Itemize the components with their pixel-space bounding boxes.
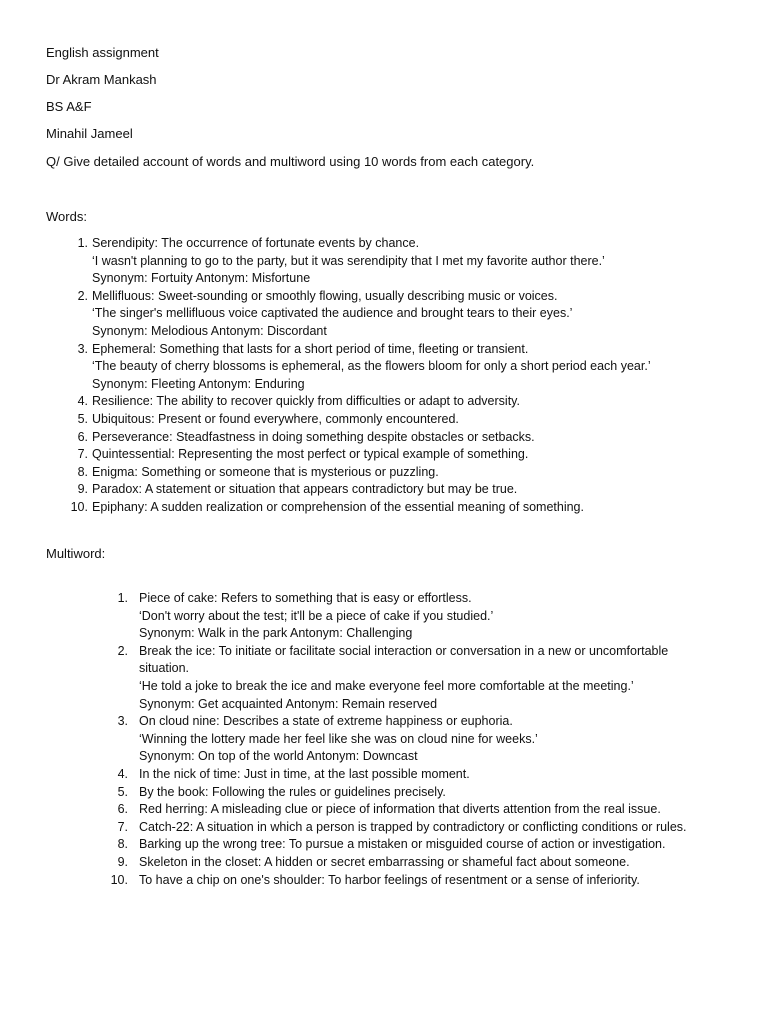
list-item-line: ‘The singer's mellifluous voice captivated the audience and brought tears to their eyes.’ [92, 306, 573, 321]
assignment-title: English assignment [46, 45, 159, 60]
list-item-line: Red herring: A misleading clue or piece of information that diverts attention from the real issue. [139, 802, 661, 817]
multiword-item [104, 854, 687, 872]
list-item-line: By the book: Following the rules or guidelines precisely. [139, 784, 446, 799]
list-item-body [139, 819, 687, 837]
word-item [64, 235, 651, 288]
list-item-line: On cloud nine: Describes a state of extreme happiness or euphoria. [139, 714, 513, 729]
list-number: 4. [117, 766, 128, 781]
question-text: Q/ Give detailed account of words and multiword using 10 words from each category. [46, 154, 535, 169]
word-item [64, 411, 651, 429]
list-number: 3. [77, 341, 88, 356]
word-item [64, 481, 651, 499]
list-number: 10. [110, 872, 128, 887]
multiword-item [104, 836, 687, 854]
word-item [64, 499, 651, 517]
list-item-body [92, 235, 651, 288]
list-item-line: Synonym: Fortuity Antonym: Misfortune [92, 271, 311, 286]
list-number: 7. [117, 819, 128, 834]
word-item [64, 429, 651, 447]
list-item-line: In the nick of time: Just in time, at the last possible moment. [139, 766, 470, 781]
list-item-line: Ubiquitous: Present or found everywhere, commonly encountered. [92, 411, 459, 426]
word-item [64, 393, 651, 411]
multiword-item [104, 643, 687, 713]
list-item-line: Epiphany: A sudden realization or comprehension of the essential meaning of something. [92, 499, 584, 514]
list-item-body [139, 713, 687, 766]
list-item-line: Mellifluous: Sweet-sounding or smoothly flowing, usually describing music or voices. [92, 288, 558, 303]
list-item-line: ‘Winning the lottery made her feel like she was on cloud nine for weeks.’ [139, 731, 538, 746]
multiword-item [104, 872, 687, 890]
multiword-item [104, 713, 687, 766]
list-item-body [92, 288, 651, 341]
list-item-line: Paradox: A statement or situation that appears contradictory but may be true. [92, 482, 518, 497]
multiword-list [104, 590, 687, 889]
list-item-line: Synonym: Walk in the park Antonym: Challenging [139, 626, 413, 641]
list-item-body [92, 411, 651, 429]
list-item-line: Resilience: The ability to recover quickly from difficulties or adapt to adversity. [92, 394, 520, 409]
program-name: BS A&F [46, 99, 92, 114]
list-number: 1. [77, 236, 88, 250]
multiword-item [104, 819, 687, 837]
list-item-line: ‘Don't worry about the test; it'll be a piece of cake if you studied.’ [139, 608, 494, 623]
list-number: 8. [77, 464, 88, 479]
list-number: 8. [117, 837, 128, 852]
word-item [64, 464, 651, 482]
list-item-body [92, 429, 651, 447]
list-number: 2. [77, 288, 88, 303]
list-item-line: Serendipity: The occurrence of fortunate events by chance. [92, 236, 420, 250]
list-item-line: ‘He told a joke to break the ice and make everyone feel more comfortable at the meeting.’ [139, 678, 634, 693]
list-item-body [92, 481, 651, 499]
words-list [64, 235, 651, 517]
list-item-line: Ephemeral: Something that lasts for a short period of time, fleeting or transient. [92, 341, 529, 356]
multiword-heading: Multiword: [46, 546, 106, 561]
list-number: 10. [70, 499, 88, 514]
list-item-body [139, 872, 687, 890]
list-item-body [139, 590, 687, 643]
list-item-line: Synonym: Get acquainted Antonym: Remain reserved [139, 696, 438, 711]
list-item-line: Barking up the wrong tree: To pursue a mistaken or misguided course of action or investigation. [139, 837, 666, 852]
list-item-line: Synonym: Fleeting Antonym: Enduring [92, 376, 305, 391]
list-item-line: Synonym: Melodious Antonym: Discordant [92, 323, 327, 338]
list-item-body [92, 464, 651, 482]
multiword-item [104, 590, 687, 643]
list-number: 5. [77, 411, 88, 426]
list-number: 9. [77, 482, 88, 497]
teacher-name: Dr Akram Mankash [46, 72, 157, 87]
list-number: 6. [77, 429, 88, 444]
list-number: 7. [77, 447, 88, 462]
list-item-line: Break the ice: To initiate or facilitate social interaction or conversation in a new or uncomfortable [139, 643, 669, 658]
student-name: Minahil Jameel [46, 126, 133, 141]
list-item-body [92, 341, 651, 394]
list-item-body [139, 854, 687, 872]
list-item-line: situation. [139, 661, 190, 676]
list-item-body [139, 836, 687, 854]
list-item-line: Piece of cake: Refers to something that is easy or effortless. [139, 591, 472, 605]
list-number: 6. [117, 802, 128, 817]
list-number: 4. [77, 394, 88, 409]
list-item-line: Enigma: Something or someone that is mysterious or puzzling. [92, 464, 439, 479]
list-number: 9. [117, 854, 128, 869]
list-item-body [139, 784, 687, 802]
list-item-body [92, 393, 651, 411]
list-item-line: Catch-22: A situation in which a person is trapped by contradictory or conflicting conditions or rules. [139, 819, 687, 834]
list-item-body [139, 766, 687, 784]
list-number: 1. [117, 591, 128, 605]
multiword-item [104, 766, 687, 784]
list-number: 3. [117, 714, 128, 729]
list-item-line: Quintessential: Representing the most perfect or typical example of something. [92, 447, 529, 462]
list-item-line: Synonym: On top of the world Antonym: Downcast [139, 749, 418, 764]
list-item-body [92, 499, 651, 517]
list-item-body [139, 801, 687, 819]
multiword-item [104, 784, 687, 802]
multiword-item [104, 801, 687, 819]
list-item-line: ‘The beauty of cherry blossoms is ephemeral, as the flowers bloom for only a short period each year.’ [92, 359, 651, 374]
list-item-line: ‘I wasn't planning to go to the party, but it was serendipity that I met my favorite author there.’ [92, 253, 605, 268]
list-item-line: To have a chip on one's shoulder: To harbor feelings of resentment or a sense of inferiority. [139, 872, 640, 887]
list-item-line: Skeleton in the closet: A hidden or secret embarrassing or shameful fact about someone. [139, 854, 630, 869]
word-item [64, 288, 651, 341]
list-item-body [92, 446, 651, 464]
list-item-line: Perseverance: Steadfastness in doing something despite obstacles or setbacks. [92, 429, 535, 444]
word-item [64, 446, 651, 464]
list-number: 5. [117, 784, 128, 799]
word-item [64, 341, 651, 394]
list-number: 2. [117, 643, 128, 658]
list-item-body [139, 643, 687, 713]
words-heading: Words: [46, 209, 87, 224]
